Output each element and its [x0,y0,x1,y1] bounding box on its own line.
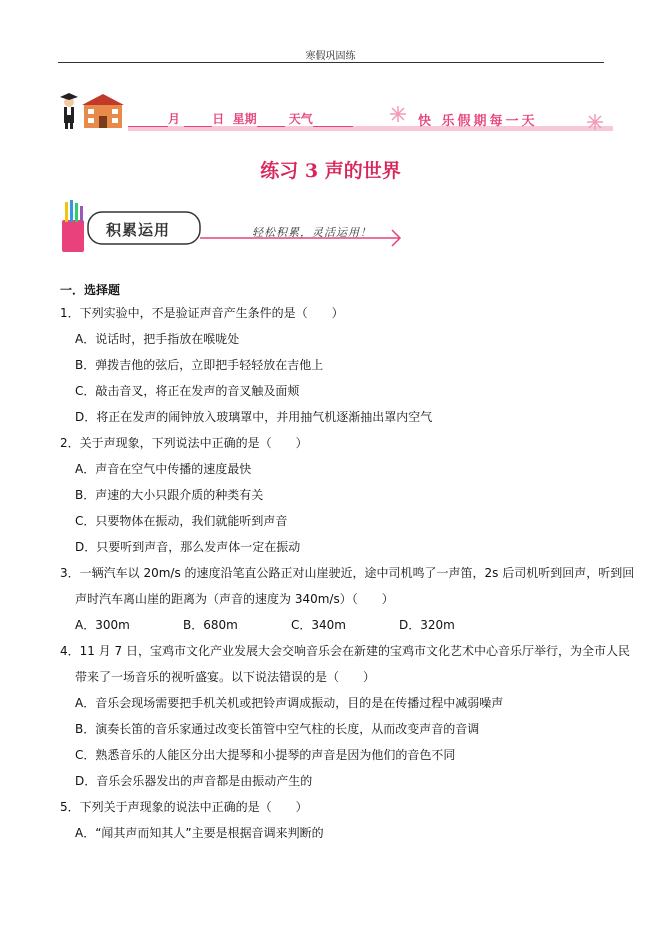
question-option: B．弹拨吉他的弦后，立即把手轻轻放在吉他上 [75,358,324,372]
question-option: A．“闻其声而知其人”主要是根据音调来判断的 [75,826,324,840]
question-option: D．将正在发声的闹钟放入玻璃罩中，并用抽气机逐渐抽出罩内空气 [75,410,433,424]
question-stem: 3．一辆汽车以 20m/s 的速度沿笔直公路正对山崖驶近，途中司机鸣了一声笛，2s 后司机听到回声，听到回 [60,566,635,580]
question-option: B．声速的大小只跟介质的种类有关 [75,488,264,502]
banner-month: 月 [168,112,181,126]
question-option: A．音乐会现场需要把手机关机或把铃声调成振动，目的是在传播过程中减弱噪声 [75,696,504,710]
question-stem: 1．下列实验中，不是验证声音产生条件的是（ ） [60,306,344,320]
banner-weekday: 星期 [232,112,257,126]
section-motto: 轻松积累，灵活运用！ [252,226,372,239]
page-title: 练习 3 声的世界 [260,160,401,182]
pencil-cup-icon [62,200,84,252]
banner-weather: 天气 [288,112,313,126]
question-option: A．说话时，把手指放在喉咙处 [75,332,240,346]
header-divider [58,62,604,63]
question-option: A．300m [75,618,130,632]
snowflake-icon [587,114,603,130]
question-option: B．680m [183,618,238,632]
banner-motto: 快 乐假期每一天 [418,114,538,129]
question-option: A．声音在空气中传播的速度最快 [75,462,252,476]
page-header-title: 寒假巩固练 [305,51,356,62]
question-stem: 2．关于声现象，下列说法中正确的是（ ） [60,436,308,450]
section-label: 积累运用 [106,221,171,239]
question-option: C．340m [291,618,346,632]
question-option: D．音乐会乐器发出的声音都是由振动产生的 [75,774,313,788]
part-heading: 一．选择题 [60,283,121,297]
question-stem: 5．下列关于声现象的说法中正确的是（ ） [60,800,308,814]
banner-day: 日 [212,112,225,126]
graduate-icon [60,93,78,129]
question-stem-continued: 声时汽车离山崖的距离为（声音的速度为 340m/s）（ ） [75,592,394,606]
question-option: C．只要物体在振动，我们就能听到声音 [75,514,288,528]
question-stem-continued: 带来了一场音乐的视听盛宴。以下说法错误的是（ ） [75,670,376,684]
question-option: C．敲击音叉，将正在发声的音叉触及面颊 [75,384,300,398]
question-option: C．熟悉音乐的人能区分出大提琴和小提琴的声音是因为他们的音色不同 [75,748,456,762]
question-options-row [75,616,507,633]
question-stem: 4．11 月 7 日，宝鸡市文化产业发展大会交响音乐会在新建的宝鸡市文化艺术中心音乐厅举行，为全市人民 [60,644,630,658]
question-option: D．320m [399,618,455,632]
question-option: D．只要听到声音，那么发声体一定在振动 [75,540,301,554]
snowflake-icon [390,106,406,122]
school-icon [82,94,124,128]
banner-date-fields [128,110,353,127]
question-option: B．演奏长笛的音乐家通过改变长笛管中空气柱的长度，从而改变声音的音调 [75,722,480,736]
